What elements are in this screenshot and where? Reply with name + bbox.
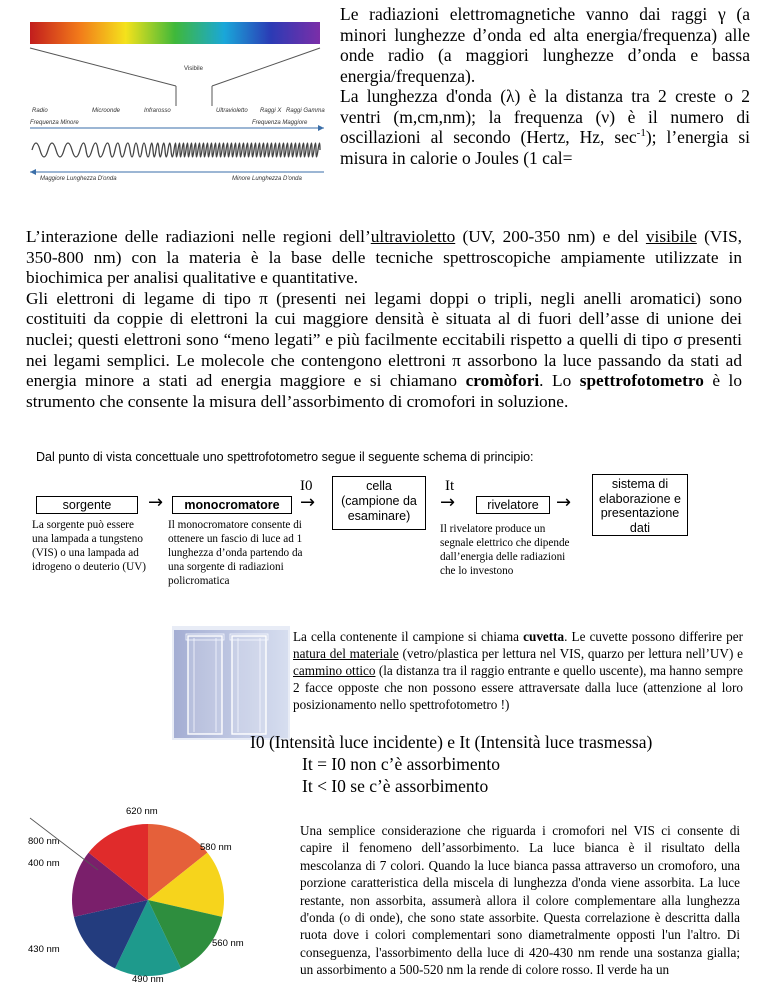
box-sistema: sistema di elaborazione e presentazione dati [592,474,688,536]
intro-paragraph-2 [340,86,750,168]
body-paragraph-2: Gli elettroni di legame di tipo π (presenti nei legami doppi o tripli, negli anelli aromatici) sono costituiti da coppie di elettroni la cui maggiore densità è situata al di fuori dell’asse di unione dei nuclei; questi elettroni sono “meno legati” e più facilmente eccitabili rispetto a quelli di tipo σ presenti nei legami semplici. Le molecole che contengono elettroni π assorbono la luce passando da stati ad energia minore a stati ad energia maggiore e si chiamano cromòfori. Lo spettrofotometro è lo strumento che consente la misura dell’assorbimento di cromofori in soluzione. [26,288,742,411]
cuvette-image [172,626,290,740]
wl-short-label: Minore Lunghezza D'onda [232,176,302,182]
note-monocromatore: Il monocromatore consente di ottenere un fascio di luce ad 1 lunghezza d’onda partendo da una sorgente di radiazioni policromatica [168,519,303,587]
body-paragraph-1: L’interazione delle radiazioni nelle regioni dell’ultravioletto (UV, 200-350 nm) e del visibile (VIS, 350-800 nm) con la materia è la base delle tecniche spettroscopiche ampiamente utilizzate in biochimica per analisi qualitative e quantitative. [26,227,742,288]
box-monocromatore: monocromatore [172,496,292,514]
term-visibile: visibile [645,227,697,246]
intro-paragraph-1: Le radiazioni elettromagnetiche vanno dai raggi γ (a minori lunghezze d’onda ed alta energia/frequenza) alle onde radio (a maggiori lunghezze d’onda e bassa energia/frequenza). [340,4,750,86]
intro-text [340,4,750,190]
wl-long-label: Maggiore Lunghezza D'onda [40,176,117,182]
intro-p2-b: ); l’energia si misura in calorie o Joules (1 cal= [340,127,750,168]
term-natura-materiale: natura del materiale [293,646,399,661]
wheel-label: 430 nm [28,944,60,955]
em-spectrum-figure [26,8,328,184]
color-wheel [28,806,268,986]
term-cammino-ottico: cammino ottico [293,663,376,678]
body-text [26,227,742,412]
term-spettrofotometro: spettrofotometro [579,371,704,391]
term-cromofori: cromòfori [465,371,540,391]
cella-title: cella [366,479,392,493]
arrow-1: → [148,492,164,513]
arrow-4: → [556,492,572,513]
wheel-explanation: Una semplice considerazione che riguarda i cromofori nel VIS ci consente di capire il fenomeno dell’assorbimento. La luce bianca è il risultato della mescolanza di 7 colori. Quando la luce bianca passa attraverso un cromoforo, una porzione caratteristica della miscela di lunghezza d'onda viene assorbita. La luce restante, non assorbita, assumerà allora il colore complementare alla lunghezza d'onda (o di onde), che sono state assorbite. Questa correlazione è descritta dalla ruota dove i colori complementari sono diametralmente opposti l'un l'altro. Di conseguenza, l'assorbimento della luce di 420-430 nm rende una sostanza gialla; un assorbimento a 500-520 nm la rende di colore rosso. Il verde ha un [300,823,740,978]
intro-p2-a: La lunghezza d'onda (λ) è la distanza tra 2 creste o 2 ventri (m,cm,nm); la frequenza (ν) è il numero di oscillazioni al secondo (Hertz, Hz, sec [340,86,750,147]
band-infrarosso: Infrarosso [144,108,171,114]
wheel-label: 620 nm [126,806,158,817]
freq-low-label: Frequenza Minore [30,120,79,126]
band-ultravioletto: Ultravioletto [216,108,248,114]
wheel-label: 560 nm [212,938,244,949]
freq-high-label: Frequenza Maggiore [252,120,308,126]
wheel-label: 800 nm [28,836,60,847]
band-raggi-x: Raggi X [260,108,282,114]
cella-subtitle: (campione da esaminare) [341,494,417,523]
box-rivelatore: rivelatore [476,496,550,514]
band-microonde: Microonde [92,108,121,114]
intro-p2-sup: -1 [636,127,646,140]
term-ultravioletto: ultravioletto [370,227,456,246]
arrow-3: → [440,492,456,513]
box-sorgente: sorgente [36,496,138,514]
band-raggi-gamma: Raggi Gamma [286,108,325,114]
note-sorgente: La sorgente può essere una lampada a tungsteno (VIS) o una lampada ad idrogeno o deuterio (UV) [32,519,147,573]
term-cuvetta: cuvetta [523,629,565,644]
label-it: It [445,478,455,494]
wheel-label: 490 nm [132,974,164,985]
box-cella [332,476,426,530]
band-radio: Radio [32,108,48,114]
visible-label: Visibile [184,66,203,72]
cuvette-text: La cella contenente il campione si chiama cuvetta. Le cuvette possono differire per natura del materiale (vetro/plastica per lettura nel VIS, quarzo per lettura nell’UV) e cammino ottico (la distanza tra il raggio entrante e quello uscente), ma hanno sempre 2 facce opposte che non possono essere attraversate dalla luce (attenzione al loro posizionamento nello spettrofotometro !) [293,629,744,712]
wheel-label: 580 nm [200,842,232,853]
arrow-2: → [300,492,316,513]
intensity-definitions [250,731,652,797]
visible-spectrum-bar [30,22,320,44]
intensity-line-3: It < I0 se c’è assorbimento [302,776,489,796]
schema-title: Dal punto di vista concettuale uno spettrofotometro segue il seguente schema di principio: [36,450,534,464]
intensity-line-1: I0 (Intensità luce incidente) e It (Intensità luce trasmessa) [250,732,653,752]
note-rivelatore: Il rivelatore produce un segnale elettrico che dipende dall’energia delle radiazioni che lo investono [440,523,570,577]
wheel-label: 400 nm [28,858,60,869]
label-i0: I0 [300,478,313,494]
intensity-line-2: It = I0 non c’è assorbimento [302,754,500,774]
